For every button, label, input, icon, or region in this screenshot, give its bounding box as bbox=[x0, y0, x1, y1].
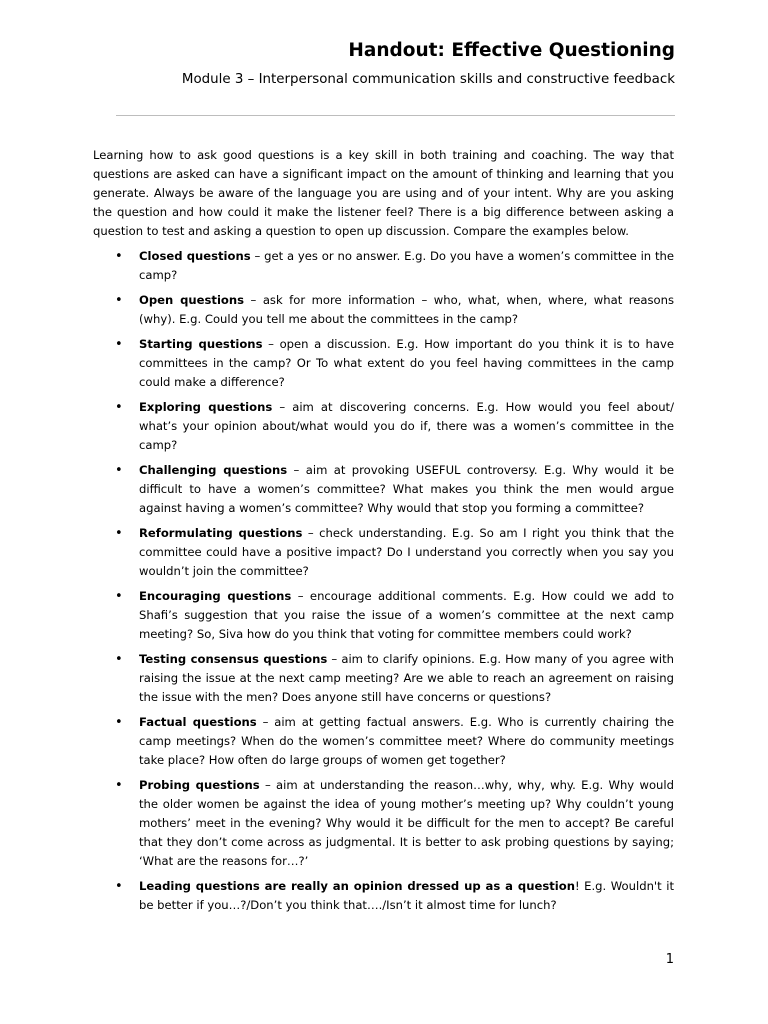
question-term: Reformulating questions bbox=[139, 526, 303, 540]
list-item bbox=[93, 650, 674, 707]
question-description: – aim at provoking USEFUL controversy. E.g. Why would it be difficult to have a women’s committee? What makes you think the men would argue against having a women’s committee? Why would that stop you forming a committee? bbox=[139, 463, 674, 515]
list-item bbox=[93, 247, 674, 285]
bullet-icon: • bbox=[115, 400, 123, 415]
list-item bbox=[93, 587, 674, 644]
question-description: – aim at discovering concerns. E.g. How would you feel about/ what’s your opinion about/what would you do if, there was a women’s committee in the camp? bbox=[139, 400, 674, 452]
page-number: 1 bbox=[665, 952, 674, 967]
question-description: – ask for more information – who, what, when, where, what reasons (why). E.g. Could you tell me about the committees in the camp? bbox=[139, 293, 674, 326]
bullet-icon: • bbox=[115, 249, 123, 264]
question-term: Testing consensus questions bbox=[139, 652, 328, 666]
question-term: Encouraging questions bbox=[139, 589, 292, 603]
question-description: – aim to clarify opinions. E.g. How many of you agree with raising the issue at the next camp meeting? Are we able to reach an agreement on raising the issue with the men? Does anyone still have concerns or questions? bbox=[139, 652, 674, 704]
question-term: Factual questions bbox=[139, 715, 257, 729]
document-title: Handout: Effective Questioning bbox=[348, 40, 675, 61]
list-item bbox=[93, 398, 674, 455]
question-type-list bbox=[93, 247, 674, 915]
bullet-icon: • bbox=[115, 652, 123, 667]
bullet-icon: • bbox=[115, 293, 123, 308]
page-header bbox=[182, 38, 675, 90]
document-subtitle: Module 3 – Interpersonal communication skills and constructive feedback bbox=[181, 72, 675, 87]
question-term: Open questions bbox=[139, 293, 245, 307]
bullet-icon: • bbox=[115, 463, 123, 478]
question-description: – aim at getting factual answers. E.g. Who is currently chairing the camp meetings? When do the women’s committee meet? Where do community meetings take place? How often do large groups of women get together? bbox=[139, 715, 674, 767]
bullet-icon: • bbox=[115, 715, 123, 730]
bullet-icon: • bbox=[115, 778, 123, 793]
question-term: Closed questions bbox=[139, 249, 251, 263]
document-body bbox=[93, 146, 674, 921]
bullet-icon: • bbox=[115, 337, 123, 352]
list-item bbox=[93, 877, 674, 915]
list-item bbox=[93, 713, 674, 770]
question-description: – encourage additional comments. E.g. How could we add to Shafi’s suggestion that you raise the issue of a women’s committee at the next camp meeting? So, Siva how do you think that voting for committee members could work? bbox=[139, 589, 674, 641]
question-term: Probing questions bbox=[139, 778, 260, 792]
question-description: – aim at understanding the reason…why, why, why. E.g. Why would the older women be against the idea of young mother’s meeting up? Why couldn’t young mothers’ meet in the evening? Why would it be difficult for the men to accept? Be careful that they don’t come across as judgmental. It is better to ask probing questions by saying; ‘What are the reasons for…?’ bbox=[139, 778, 674, 868]
list-item bbox=[93, 291, 674, 329]
question-description: ! E.g. Wouldn't it be better if you…?/Don’t you think that…./Isn’t it almost time for lunch? bbox=[139, 879, 674, 912]
question-term: Leading questions are really an opinion dressed up as a question bbox=[139, 879, 575, 893]
intro-paragraph: Learning how to ask good questions is a key skill in both training and coaching. The way that questions are asked can have a significant impact on the amount of thinking and learning that you generate. Always be aware of the language you are using and of your intent. Why are you asking the question and how could it make the listener feel? There is a big difference between asking a question to test and asking a question to open up discussion. Compare the examples below. bbox=[93, 148, 674, 238]
list-item bbox=[93, 524, 674, 581]
list-item bbox=[93, 461, 674, 518]
question-description: – open a discussion. E.g. How important do you think it is to have committees in the camp? Or To what extent do you feel having committees in the camp could make a difference? bbox=[139, 337, 674, 389]
question-term: Starting questions bbox=[139, 337, 263, 351]
question-term: Exploring questions bbox=[139, 400, 273, 414]
question-description: – get a yes or no answer. E.g. Do you have a women’s committee in the camp? bbox=[139, 249, 674, 282]
bullet-icon: • bbox=[115, 879, 123, 894]
question-term: Challenging questions bbox=[139, 463, 288, 477]
bullet-icon: • bbox=[115, 589, 123, 604]
list-item bbox=[93, 776, 674, 871]
bullet-icon: • bbox=[115, 526, 123, 541]
question-description: – check understanding. E.g. So am I right you think that the committee could have a positive impact? Do I understand you correctly when you say you wouldn’t join the committee? bbox=[139, 526, 675, 578]
list-item bbox=[93, 335, 674, 392]
header-divider bbox=[116, 115, 675, 116]
